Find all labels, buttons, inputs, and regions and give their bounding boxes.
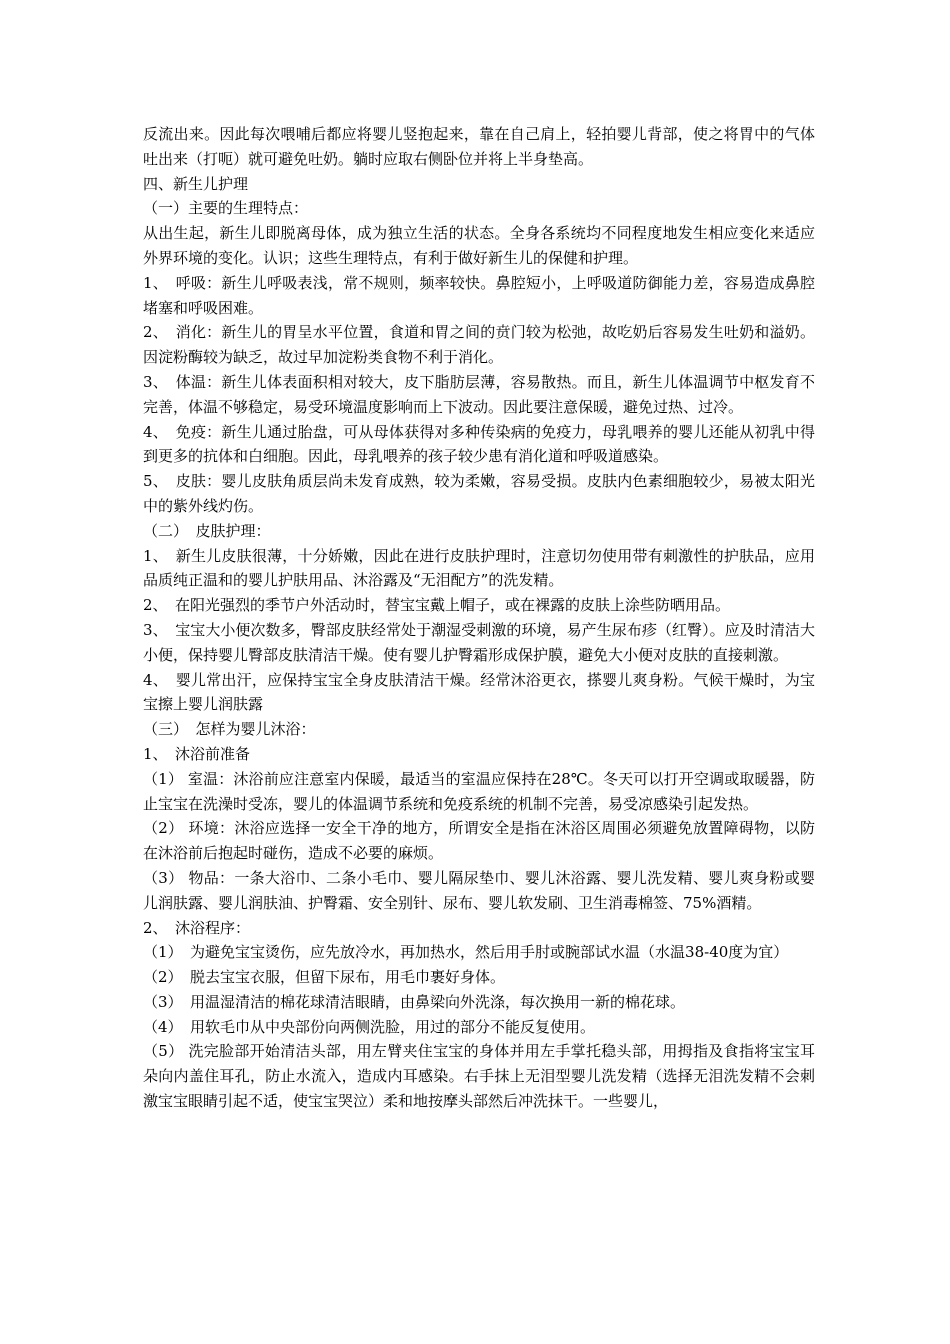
step-clean-eyes: （3） 用温湿清洁的棉花球清洁眼睛，由鼻梁向外洗涤，每次换用一新的棉花球。 [143,992,686,1011]
item-skin: 5、 皮肤：婴儿皮肤角质层尚未发育成熟，较为柔嫩，容易受损。皮肤内色素细胞较少，易被太阳光中的紫外线灼伤。 [143,472,815,515]
item-breathing: 1、 呼吸：新生儿呼吸表浅，常不规则，频率较快。鼻腔短小，上呼吸道防御能力差，容易造成鼻腔堵塞和呼吸困难。 [143,273,815,317]
document-page [143,122,815,1114]
item-immunity: 4、 免疫：新生儿通过胎盘，可从母体获得对多种传染病的免疫力，母乳喂养的婴儿还能从初乳中得到更多的抗体和白细胞。因此，母乳喂养的孩子较少患有消化道和呼吸道感染。 [143,422,815,466]
heading-skin-care: （二） 皮肤护理： [143,521,271,540]
step-wash-face: （4） 用软毛巾从中央部份向两侧洗脸，用过的部分不能反复使用。 [143,1017,596,1036]
subheading-bath-preparation: 1、 沐浴前准备 [143,744,251,763]
paragraph-intro: 从出生起，新生儿即脱离母体，成为独立生活的状态。全身各系统均不同程度地发生相应变化来适应外界环境的变化。认识；这些生理特点，有利于做好新生儿的保健和护理。 [143,224,815,267]
item-environment: （2） 环境：沐浴应选择一安全干净的地方，所谓安全是指在沐浴区周围必须避免放置障碍物，以防在沐浴前后抱起时碰伤，造成不必要的麻烦。 [143,819,815,863]
item-skin-care-1: 1、 新生儿皮肤很薄，十分娇嫩，因此在进行皮肤护理时，注意切勿使用带有刺激性的护肤品，应用品质纯正温和的婴儿护肤用品、沐浴露及“无泪配方”的洗发精。 [143,546,815,590]
item-skin-care-2: 2、 在阳光强烈的季节户外活动时，替宝宝戴上帽子，或在裸露的皮肤上涂些防晒用品。 [143,596,731,615]
item-temperature: 3、 体温：新生儿体表面积相对较大，皮下脂肪层薄，容易散热。而且，新生儿体温调节中枢发育不完善，体温不够稳定，易受环境温度影响而上下波动。因此要注意保暖，避免过热、过冷。 [143,372,815,416]
heading-newborn-care: 四、新生儿护理 [143,174,249,193]
item-skin-care-3: 3、 宝宝大小便次数多，臀部皮肤经常处于潮湿受刺激的环境，易产生尿布疹（红臀）。应及时清洁大小便，保持婴儿臀部皮肤清洁干燥。使有婴儿护臀霜形成保护膜，避免大小便对皮肤的直接刺激。 [143,620,815,664]
item-room-temperature: （1） 室温：沐浴前应注意室内保暖，最适当的室温应保持在28℃。冬天可以打开空调或取暖器，防止宝宝在洗澡时受冻，婴儿的体温调节系统和免疫系统的机制不完善，易受凉感染引起发热。 [143,769,815,813]
step-wash-head: （5） 洗完脸部开始清洁头部，用左臂夹住宝宝的身体并用左手掌托稳头部，用拇指及食指将宝宝耳朵向内盖住耳孔，防止水流入，造成内耳感染。右手抹上无泪型婴儿洗发精（选择无泪洗发精不会刺激宝宝眼睛引起不适，使宝宝哭泣）柔和地按摩头部然后冲洗抹干。一些婴儿， [143,1042,815,1111]
step-undress: （2） 脱去宝宝衣服，但留下尿布，用毛巾裹好身体。 [143,968,506,987]
paragraph-burping-instructions: 反流出来。因此每次喂哺后都应将婴儿竖抱起来，靠在自己肩上，轻拍婴儿背部，使之将胃中的气体吐出来（打呃）就可避免吐奶。躺时应取右侧卧位并将上半身垫高。 [143,125,815,168]
item-supplies: （3） 物品：一条大浴巾、二条小毛巾、婴儿隔尿垫巾、婴儿沐浴露、婴儿洗发精、婴儿爽身粉或婴儿润肤露、婴儿润肤油、护臀霜、安全别针、尿布、婴儿软发刷、卫生消毒棉签、75%酒精。 [143,868,815,912]
heading-physiological-features: （一）主要的生理特点： [143,199,309,218]
step-water-temperature: （1） 为避免宝宝烫伤，应先放冷水，再加热水，然后用手肘或腕部试水温（水温38-40度为宜） [143,943,789,962]
item-digestion: 2、 消化：新生儿的胃呈水平位置，食道和胃之间的贲门较为松弛，故吃奶后容易发生吐奶和溢奶。因淀粉酶较为缺乏，故过早加淀粉类食物不利于消化。 [143,323,815,367]
heading-bathing: （三） 怎样为婴儿沐浴： [143,720,316,739]
subheading-bath-procedure: 2、 沐浴程序： [143,918,251,937]
item-skin-care-4: 4、 婴儿常出汗，应保持宝宝全身皮肤清洁干燥。经常沐浴更衣，搽婴儿爽身粉。气候干燥时，为宝宝擦上婴儿润肤露 [143,670,815,714]
